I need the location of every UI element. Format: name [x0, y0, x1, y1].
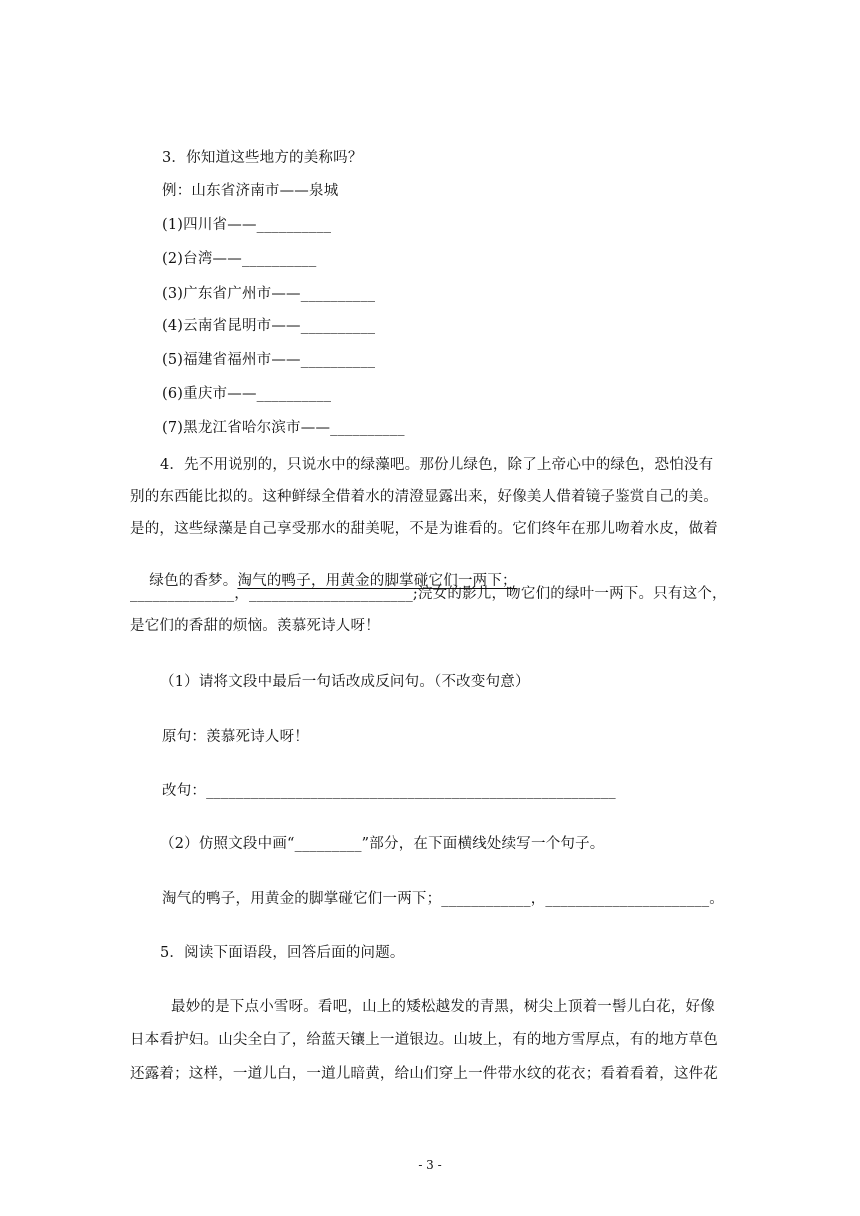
q4-paragraph-line: 是的，这些绿藻是自己享受那水的甜美呢，不是为谁看的。它们终年在那儿吻着水皮，做着	[130, 521, 718, 537]
q3-item: (4)云南省昆明市——__________	[162, 318, 376, 334]
q3-title: 3．你知道这些地方的美称吗？	[162, 150, 363, 166]
q5-title: 5．阅读下面语段，回答后面的问题。	[160, 945, 405, 961]
q4-paragraph-line: ______________，______________________;浣女的影儿，吻它们的绿叶一两下。只有这个，	[130, 586, 727, 602]
q4-paragraph-line: 4．先不用说别的，只说水中的绿藻吧。那份儿绿色，除了上帝心中的绿色，恐怕没有	[160, 457, 714, 473]
q4-sub2-prompt: （2）仿照文段中画“_________”部分，在下面横线处续写一个句子。	[160, 836, 605, 852]
q3-item: (1)四川省——__________	[162, 217, 332, 233]
q3-item: (5)福建省福州市——__________	[162, 352, 376, 368]
q4-underlined-sentence: 淘气的鸭子，用黄金的脚掌碰它们一两下；	[237, 573, 517, 589]
q4-sub1-original: 原句：羡慕死诗人呀！	[162, 729, 309, 745]
page-number: - 3 -	[418, 1158, 442, 1172]
q5-paragraph-line: 日本看护妇。山尖全白了，给蓝天镶上一道银边。山坡上，有的地方雪厚点，有的地方草色	[130, 1032, 718, 1048]
q3-item: (6)重庆市——__________	[162, 386, 332, 402]
q3-item: (2)台湾——__________	[162, 251, 317, 267]
q5-paragraph-line: 还露着；这样，一道儿白，一道儿暗黄，给山们穿上一件带水纹的花衣；看着看着，这件花	[130, 1066, 718, 1082]
q4-line4-prefix: 绿色的香梦。	[149, 573, 238, 589]
q3-example: 例：山东省济南市——泉城	[162, 183, 339, 199]
q4-sub1-rewrite: 改句：_______________________________________________________	[162, 783, 616, 799]
q4-sub1-prompt: （1）请将文段中最后一句话改成反问句。（不改变句意）	[160, 674, 530, 690]
q3-item: (7)黑龙江省哈尔滨市——__________	[162, 420, 405, 436]
q5-paragraph-line: 最妙的是下点小雪呀。看吧，山上的矮松越发的青黑，树尖上顶着一髻儿白花，好像	[171, 999, 715, 1015]
q4-paragraph-line: 是它们的香甜的烦恼。羡慕死诗人呀！	[130, 618, 380, 634]
q4-paragraph-line: 别的东西能比拟的。这种鲜绿全借着水的清澄显露出来，好像美人借着镜子鉴赏自己的美。	[130, 489, 718, 505]
q3-item: (3)广东省广州市——__________	[162, 286, 376, 302]
q4-sub2-sentence: 淘气的鸭子，用黄金的脚掌碰它们一两下；____________，______________________。	[162, 891, 724, 907]
